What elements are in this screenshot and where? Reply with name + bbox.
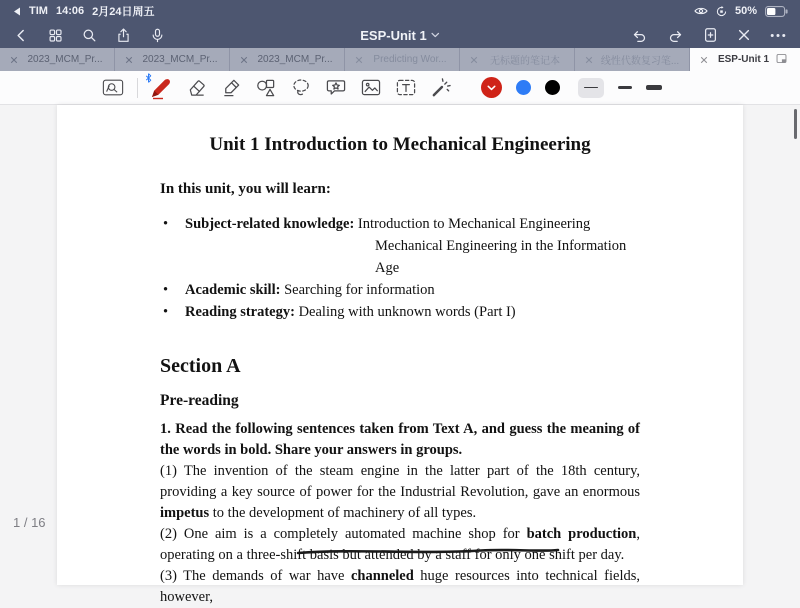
more-icon[interactable] xyxy=(770,33,786,38)
date-label: 2月24日周五 xyxy=(92,3,154,19)
lasso-tool-icon[interactable] xyxy=(290,76,312,100)
redo-icon[interactable] xyxy=(667,28,684,43)
tab-2023-mcm-3[interactable] xyxy=(230,48,345,71)
highlighter-tool-icon[interactable] xyxy=(220,76,242,100)
color-swatch-black[interactable] xyxy=(545,80,560,95)
share-icon[interactable] xyxy=(116,28,131,43)
tab-label: 2023_MCM_Pr... xyxy=(22,54,108,65)
pen-tool-icon[interactable] xyxy=(150,76,172,100)
eraser-tool-icon[interactable] xyxy=(185,76,207,100)
chevron-down-icon xyxy=(487,85,496,91)
pen-toolbar xyxy=(0,71,800,105)
shapes-tool-icon[interactable] xyxy=(255,76,277,100)
pdf-page[interactable] xyxy=(57,105,743,585)
tab-label: ESP-Unit 1 xyxy=(712,54,775,65)
task-instruction: 1. Read the following sentences taken from Text A, and guess the meaning of the words in bold. Share your answers in groups. xyxy=(160,419,640,461)
back-chevron-icon[interactable] xyxy=(14,28,29,43)
tab-close-icon[interactable] xyxy=(351,54,367,66)
new-window-icon[interactable] xyxy=(775,52,788,68)
tab-predicting[interactable] xyxy=(345,48,460,71)
toolbar-divider xyxy=(137,78,138,98)
sticker-tool-icon[interactable] xyxy=(325,76,347,100)
search-icon[interactable] xyxy=(82,28,97,43)
sentence-3: (3) The demands of war have channeled huge resources into technical fields, however, xyxy=(160,566,640,608)
audio-playing-icon xyxy=(12,7,21,16)
list-item: • Reading strategy: Dealing with unknown words (Part I) xyxy=(160,301,640,323)
tab-label: 线性代数复习笔... xyxy=(597,52,683,67)
tab-close-icon[interactable] xyxy=(6,54,22,66)
microphone-icon[interactable] xyxy=(150,28,165,43)
image-tool-icon[interactable] xyxy=(360,76,382,100)
stroke-size-medium[interactable] xyxy=(618,86,632,90)
chevron-down-icon xyxy=(432,32,440,38)
section-heading: Section A xyxy=(160,353,640,379)
grid-icon[interactable] xyxy=(48,28,63,43)
sentence-1: (1) The invention of the steam engine in the latter part of the 18th century, providing a key source of power for the Industrial Revolution, gave an enormous impetus to the development of machinery of all types. xyxy=(160,461,640,524)
tab-esp-unit-1[interactable] xyxy=(690,48,800,71)
add-page-icon[interactable] xyxy=(703,27,718,43)
laser-pointer-tool-icon[interactable] xyxy=(430,76,452,100)
nav-bar xyxy=(0,22,800,48)
close-icon[interactable] xyxy=(737,28,751,42)
intro-heading: In this unit, you will learn: xyxy=(160,179,640,199)
tab-close-icon[interactable] xyxy=(466,54,482,66)
undo-icon[interactable] xyxy=(631,28,648,43)
page-title: Unit 1 Introduction to Mechanical Engineering xyxy=(160,133,640,157)
color-swatch-red[interactable] xyxy=(481,77,502,98)
list-item: • Academic skill: Searching for information xyxy=(160,279,640,301)
scrollbar[interactable] xyxy=(794,109,797,139)
tab-close-icon[interactable] xyxy=(581,54,597,66)
eye-icon xyxy=(694,6,708,16)
battery-icon xyxy=(765,6,788,17)
page-indicator: 1 / 16 xyxy=(13,515,46,530)
learning-points-list xyxy=(160,213,640,323)
tab-label: 无标题的笔记本 xyxy=(482,52,568,67)
status-bar xyxy=(0,0,800,22)
body-text xyxy=(160,419,640,608)
list-item: • Subject-related knowledge: Introduction to Mechanical Engineering Mechanical Engineering in the Information Age xyxy=(160,213,640,279)
zoom-writing-tool-icon[interactable] xyxy=(102,76,124,100)
tab-2023-mcm-2[interactable] xyxy=(115,48,230,71)
battery-percent-label: 50% xyxy=(735,5,757,17)
color-swatch-blue[interactable] xyxy=(516,80,531,95)
tab-bar xyxy=(0,48,800,71)
tab-close-icon[interactable] xyxy=(121,54,137,66)
bluetooth-icon xyxy=(145,73,152,83)
tab-close-icon[interactable] xyxy=(696,54,712,66)
clock-label: 14:06 xyxy=(56,5,84,17)
stroke-size-thin[interactable] xyxy=(578,78,604,98)
stroke-size-thick[interactable] xyxy=(646,85,662,90)
text-tool-icon[interactable] xyxy=(395,76,417,100)
orientation-lock-icon xyxy=(716,6,727,17)
tab-close-icon[interactable] xyxy=(236,54,252,66)
tab-label: Predicting Wor... xyxy=(367,54,453,65)
document-canvas[interactable] xyxy=(0,105,800,556)
document-title-menu[interactable] xyxy=(360,28,439,43)
subsection-heading: Pre-reading xyxy=(160,391,640,411)
document-title: ESP-Unit 1 xyxy=(360,28,426,43)
sentence-2: (2) One aim is a completely automated machine shop for batch production, operating on a three-shift basis but attended by a staff for only one shift per day. xyxy=(160,524,640,566)
tab-label: 2023_MCM_Pr... xyxy=(252,54,338,65)
tab-2023-mcm-1[interactable] xyxy=(0,48,115,71)
list-item-continuation: Mechanical Engineering in the Information Age xyxy=(375,235,640,279)
carrier-label: TIM xyxy=(29,5,48,17)
tab-untitled-notebook[interactable] xyxy=(460,48,575,71)
tab-label: 2023_MCM_Pr... xyxy=(137,54,223,65)
tab-linear-algebra[interactable] xyxy=(575,48,690,71)
